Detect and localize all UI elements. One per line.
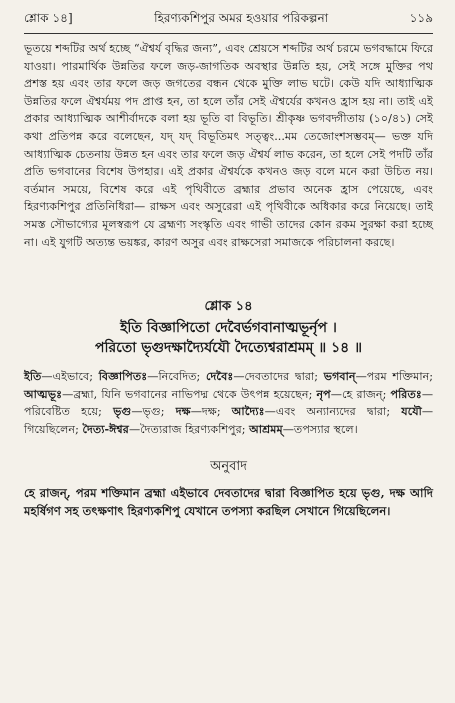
synonym-meaning: নিবেদিত [158, 370, 197, 384]
synonym-meaning: পরম শক্তিমান [366, 370, 430, 384]
synonym-term: বিজ্ঞাপিতঃ [98, 369, 148, 384]
synonym-meaning: পরিবেষ্টিত হয়ে [24, 405, 99, 419]
verse-label: শ্লোক ১৪ [204, 299, 253, 315]
synonym-meaning: দৈত্যরাজ হিরণ্যকশিপুর [140, 422, 242, 436]
synonym-meaning: ভৃগু [142, 405, 161, 419]
header-rule [24, 33, 433, 34]
synonym-term: দেবৈঃ [206, 369, 234, 384]
running-header [24, 10, 433, 30]
synonym-term: আশ্রমম্ [249, 421, 283, 436]
translation-heading: অনুবাদ [210, 458, 247, 474]
synonym-meaning: ব্রহ্মা, যিনি ভগবানের নাভিপদ্ম থেকে উৎপন্ন হয়েছেন [73, 387, 309, 401]
verse-line-2: পরিতো ভৃগুদক্ষাদ্যৈর্যযৌ দৈত্যেশ্বরাশ্রমম্ ॥ ১৪ ॥ [94, 340, 363, 357]
synonym-meaning: এবং অন্যান্যদের দ্বারা [275, 405, 387, 419]
synonym-term: ইতি [24, 369, 42, 384]
word-meanings: ইতি—এইভাবে; বিজ্ঞাপিতঃ—নিবেদিত; দেবৈঃ—দেবতাদের দ্বারা; ভগবান্—পরম শক্তিমান; আত্মভূঃ—ব্রহ্মা, যিনি ভগবানের নাভিপদ্ম থেকে উৎপন্ন হয়েছেন; নৃপ—হে রাজন্; পরিতঃ—পরিবেষ্টিত হয়ে; ভৃগু—ভৃগু; দক্ষ—দক্ষ; আদ্যৈঃ—এবং অন্যান্যদের দ্বারা; যযৌ—গিয়েছিলেন; দৈত্য-ঈশ্বর—দৈত্যরাজ হিরণ্যকশিপুর; আশ্রমম্—তপস্যার স্থলে। [24, 369, 434, 436]
synonym-term: ভৃগু [113, 404, 132, 419]
synonym-term: আত্মভূঃ [24, 386, 63, 401]
header-chapter-title: হিরণ্যকশিপুর অমর হওয়ার পরিকল্পনা [154, 11, 329, 25]
verse-line-1: ইতি বিজ্ঞাপিতো দেবৈর্ভগবানাত্মভূর্নৃপ । [120, 320, 337, 337]
synonym-meaning: দেবতাদের দ্বারা [244, 370, 315, 384]
translation-text: হে রাজন্, পরম শক্তিমান ব্রহ্মা এইভাবে দেবতাদের দ্বারা বিজ্ঞাপিত হয়ে ভৃগু, দক্ষ আদি মহর্ষিগণ সহ তৎক্ষণাৎ হিরণ্যকশিপু যেখানে তপস্যা করছিল সেখানে গিয়েছিলেন। [24, 485, 433, 518]
synonym-term: যযৌ [401, 404, 422, 419]
synonym-term: ভগবান্ [323, 369, 356, 384]
synonym-term: আদ্যৈঃ [231, 404, 265, 419]
header-verse-ref: শ্লোক ১৪] [24, 11, 73, 25]
synonym-term: পরিতঃ [390, 386, 422, 401]
synonym-meaning: হে রাজন্ [341, 387, 383, 401]
verse-block [24, 297, 433, 358]
synonym-term: দৈত্য-ঈশ্বর [82, 421, 129, 436]
synonym-meaning: দক্ষ [201, 405, 217, 419]
page-number: ১১৯ [409, 11, 433, 25]
synonym-term: নৃপ [316, 386, 331, 401]
synonym-meaning: তপস্যার স্থলে [293, 422, 354, 436]
synonym-meaning: এইভাবে [52, 370, 90, 384]
synonym-meaning: গিয়েছিলেন [24, 422, 76, 436]
synonym-term: দক্ষ [175, 404, 191, 419]
purport-paragraph: ভূতয়ে শব্দটির অর্থ হচ্ছে “ঐশ্বর্য বৃদ্ধির জন্য”, এবং শ্রেয়সে শব্দটির অর্থ চরমে ভগবদ্ধামে ফিরে যাওয়া। পারমার্থিক উন্নতির ফলে জড়-জাগতিক অবস্থার উন্নতি হয়, সেই সঙ্গে মুক্তির পথ প্রশস্ত হয় এবং তার ফলে জড় জগতের বন্ধন থেকে মুক্তি লাভ ঘটে। কেউ যদি আধ্যাত্মিক উন্নতির ফলে ঐশ্বর্যময় পদ প্রাপ্ত হন, তা হলে তাঁর সেই ঐশ্বর্যের কখনও হ্রাস হয় না। তাই এই প্রকার আধ্যাত্মিক আশীর্বাদকে বলা হয় ভূতি বা বিভূতি। শ্রীকৃষ্ণ ভগবদ্গীতায় (১০/৪১) সেই কথা প্রতিপন্ন করে বলেছেন, যদ্ যদ্ বিভূতিমৎ সত্ত্বং...মম তেজোংশসম্ভবম্— ভক্ত যদি আধ্যাত্মিক চেতনায় উন্নত হন এবং তার ফলে জড় ঐশ্বর্য লাভ করেন, তা হলে সেই পদটি তাঁর প্রতি ভগবানের বিশেষ উপহার। এই প্রকার ঐশ্বর্যকে কখনও জড় বলে মনে করা উচিত নয়। বর্তমান সময়ে, বিশেষ করে এই পৃথিবীতে ব্রহ্মার প্রভাব অনেক হ্রাস পেয়েছে, এবং হিরণ্যকশিপুর প্রতিনিধিরা— রাক্ষস এবং অসুরেরা এই পৃথিবীকে অধিকার করে নিয়েছে। তাই সমস্ত সৌভাগ্যের মূলস্বরূপ যে ব্রহ্মণ্য সংস্কৃতি এবং গাভী তাদের কোন রকম সুরক্ষা করা হচ্ছে না। এই যুগটি অত্যন্ত ভয়ঙ্কর, কারণ অসুর এবং রাক্ষসেরা সমাজকে পরিচালনা করছে। [24, 42, 433, 249]
